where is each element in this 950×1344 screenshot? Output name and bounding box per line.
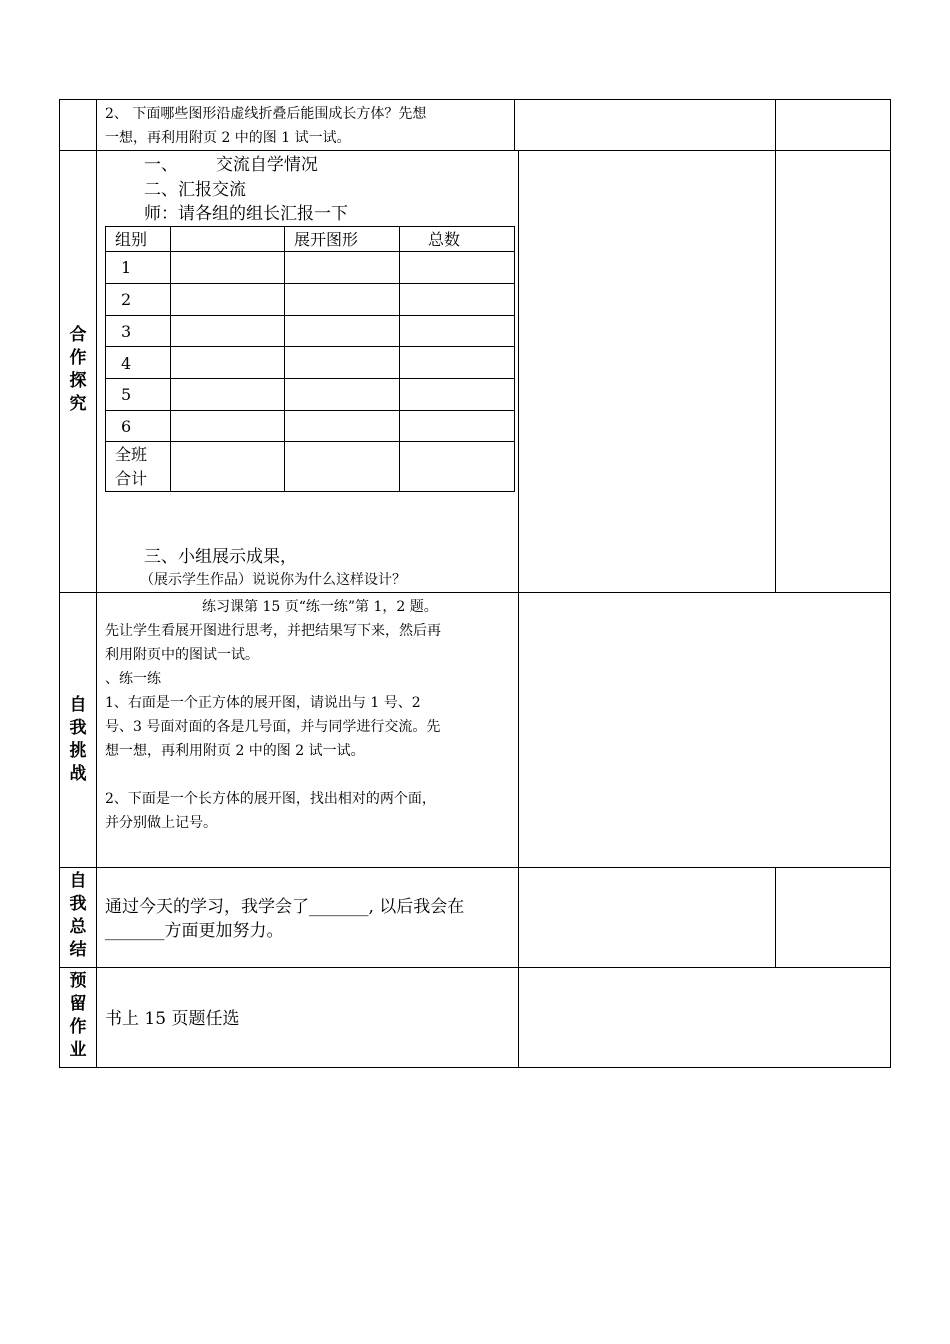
row1-line: 2、 下面哪些图形沿虚线折叠后能围成长方体？先想 bbox=[105, 106, 427, 122]
homework-text: 书上 15 页题任选 bbox=[105, 1009, 240, 1029]
summary-label bbox=[60, 870, 96, 962]
label-char: 总 bbox=[69, 917, 87, 937]
summary-line: 通过今天的学习，我学会了_______, 以后我会在 bbox=[105, 897, 465, 917]
report-table-line bbox=[105, 226, 106, 492]
label-char: 作 bbox=[69, 348, 87, 368]
challenge-line: 号、3 号面对面的各是几号面，并与同学进行交流。先 bbox=[105, 719, 441, 735]
table-border-bottom bbox=[59, 1067, 891, 1068]
challenge-line: 先让学生看展开图进行思考，并把结果写下来，然后再 bbox=[105, 623, 441, 639]
report-group-cell: 4 bbox=[121, 354, 132, 373]
report-table-line bbox=[105, 283, 515, 284]
col-divider bbox=[775, 867, 776, 968]
table-border-right bbox=[890, 99, 891, 1068]
coop-item: 一、 交流自学情况 bbox=[144, 155, 318, 175]
report-total-line: 全班 bbox=[115, 445, 148, 464]
challenge-line: 利用附页中的图试一试。 bbox=[105, 647, 259, 663]
challenge-label bbox=[60, 694, 96, 786]
coop-label bbox=[60, 324, 96, 416]
report-header-cell: 组别 bbox=[115, 230, 148, 249]
label-char: 留 bbox=[69, 994, 87, 1014]
row-divider bbox=[59, 592, 891, 593]
report-table-line bbox=[170, 226, 171, 492]
table-border-top bbox=[59, 99, 891, 100]
challenge-text bbox=[105, 595, 515, 835]
report-table-line bbox=[514, 226, 515, 492]
report-group-cell: 3 bbox=[121, 322, 132, 341]
report-table-line bbox=[105, 346, 515, 347]
label-char: 究 bbox=[69, 394, 87, 414]
summary-line: _______方面更加努力。 bbox=[105, 921, 284, 941]
row-divider bbox=[59, 150, 891, 151]
report-table-line bbox=[105, 378, 515, 379]
label-char: 我 bbox=[69, 718, 87, 738]
challenge-line: 2、下面是一个长方体的展开图，找出相对的两个面， bbox=[105, 791, 436, 807]
challenge-line: 、练一练 bbox=[105, 671, 161, 687]
report-header-cell: 展开图形 bbox=[294, 230, 359, 249]
col-divider bbox=[518, 150, 519, 1068]
report-table-line bbox=[105, 410, 515, 411]
row-divider bbox=[59, 867, 891, 868]
coop-item: 二、汇报交流 bbox=[144, 180, 246, 200]
report-group-cell: 2 bbox=[121, 290, 132, 309]
row-divider bbox=[59, 967, 891, 968]
label-char: 业 bbox=[69, 1040, 87, 1060]
challenge-line: 并分别做上记号。 bbox=[105, 815, 217, 831]
label-char: 结 bbox=[69, 940, 87, 960]
challenge-line: 1、右面是一个正方体的展开图，请说出与 1 号、2 bbox=[105, 695, 421, 711]
report-table-line bbox=[399, 226, 400, 492]
label-char: 作 bbox=[69, 1017, 87, 1037]
report-table-line bbox=[105, 315, 515, 316]
summary-text bbox=[105, 895, 515, 943]
report-total-line: 合计 bbox=[115, 469, 148, 488]
label-char: 战 bbox=[69, 764, 87, 784]
label-char: 合 bbox=[69, 325, 87, 345]
report-table-line bbox=[284, 226, 285, 492]
label-char: 自 bbox=[69, 695, 87, 715]
report-total-cell bbox=[115, 443, 147, 491]
coop-item: 三、小组展示成果， bbox=[144, 547, 297, 567]
col-divider bbox=[775, 99, 776, 593]
label-char: 探 bbox=[69, 371, 87, 391]
col-divider bbox=[96, 99, 97, 1068]
col-divider bbox=[514, 99, 515, 151]
label-char: 自 bbox=[69, 871, 87, 891]
coop-item: （展示学生作品）说说你为什么这样设计？ bbox=[140, 572, 406, 588]
report-table-line bbox=[105, 441, 515, 442]
report-table-line bbox=[105, 491, 515, 492]
label-char: 我 bbox=[69, 894, 87, 914]
report-header-cell: 总数 bbox=[428, 230, 461, 249]
report-table-line bbox=[105, 226, 515, 227]
report-group-cell: 6 bbox=[121, 417, 132, 436]
challenge-line: 想一想，再利用附页 2 中的图 2 试一试。 bbox=[105, 743, 365, 759]
row1-text bbox=[105, 102, 510, 150]
coop-item: 师：请各组的组长汇报一下 bbox=[144, 204, 348, 224]
report-group-cell: 1 bbox=[121, 258, 132, 277]
row1-line: 一想，再利用附页 2 中的图 1 试一试。 bbox=[105, 130, 351, 146]
label-char: 预 bbox=[69, 971, 87, 991]
homework-label bbox=[60, 970, 96, 1062]
challenge-line: 练习课第 15 页“练一练”第 1，2 题。 bbox=[202, 599, 438, 615]
report-group-cell: 5 bbox=[121, 385, 132, 404]
label-char: 挑 bbox=[69, 741, 87, 761]
